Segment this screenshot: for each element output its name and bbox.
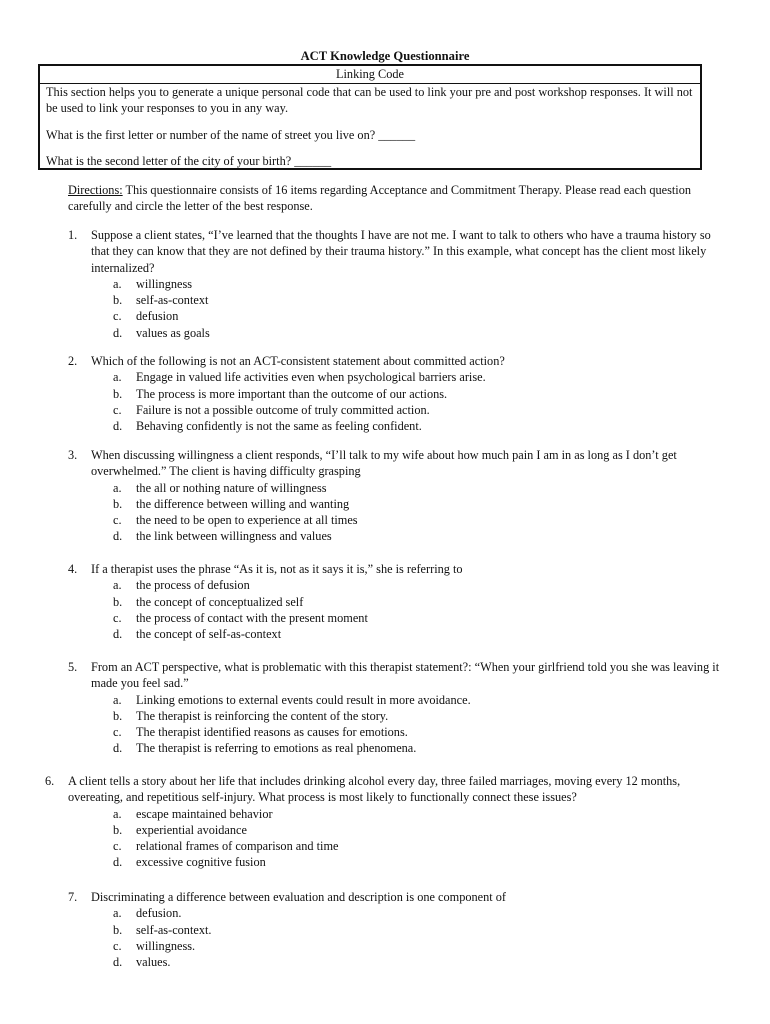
question-number: 2. (68, 354, 78, 368)
question-stem: Which of the following is not an ACT-consistent statement about committed action? (91, 354, 505, 368)
option-a[interactable] (45, 806, 730, 822)
answer-options (68, 480, 728, 545)
option-d[interactable] (68, 740, 728, 756)
option-c[interactable] (68, 610, 728, 626)
option-d[interactable] (68, 626, 728, 642)
option-text: the concept of conceptualized self (136, 594, 304, 609)
option-b[interactable] (68, 386, 728, 402)
option-a[interactable] (68, 905, 728, 921)
linking-code-header: Linking Code (40, 66, 700, 84)
question-number: 3. (68, 448, 78, 462)
question-number: 6. (45, 774, 55, 788)
linking-code-box (38, 64, 702, 170)
option-b[interactable] (68, 708, 728, 724)
option-d[interactable] (68, 325, 728, 341)
answer-options (68, 905, 728, 970)
option-letter: d. (113, 529, 123, 544)
option-text: escape maintained behavior (136, 806, 273, 821)
option-letter: b. (113, 496, 123, 511)
option-letter: c. (113, 839, 122, 854)
linking-code-intro: This section helps you to generate a unique personal code that can be used to link your pre and post workshop responses. It will not be used to link your responses to you in any way. (46, 85, 693, 116)
question-number: 7. (68, 890, 78, 904)
option-a[interactable] (68, 276, 728, 292)
linking-code-body (40, 84, 700, 169)
option-letter: c. (113, 513, 122, 528)
option-d[interactable] (68, 528, 728, 544)
city-letter-question[interactable]: What is the second letter of the city of your birth? ______ (46, 153, 332, 168)
option-text: Failure is not a possible outcome of truly committed action. (136, 402, 430, 417)
option-d[interactable] (68, 418, 728, 434)
question-number: 1. (68, 228, 78, 242)
option-text: experiential avoidance (136, 822, 247, 837)
option-text: the process of defusion (136, 578, 250, 593)
option-letter: d. (113, 741, 123, 756)
question-5 (68, 659, 728, 757)
option-text: willingness (136, 276, 193, 291)
question-stem: A client tells a story about her life that includes drinking alcohol every day, three failed marriages, moving every 12 months, overeating, and repetitious self-injury. What process is most likely to functionally connect these issues? (68, 774, 681, 805)
option-letter: b. (113, 594, 123, 609)
answer-options (68, 369, 728, 434)
directions-label: Directions: (68, 183, 123, 197)
option-b[interactable] (45, 822, 730, 838)
option-text: the link between willingness and values (136, 529, 332, 544)
question-stem: When discussing willingness a client responds, “I’ll talk to my wife about how much pain I am in as long as I don’t get overwhelmed.” The client is having difficulty grasping (91, 448, 677, 479)
question-3 (68, 447, 728, 545)
question-2 (68, 353, 728, 434)
option-letter: d. (113, 855, 123, 870)
option-letter: b. (113, 293, 123, 308)
option-a[interactable] (68, 577, 728, 593)
option-a[interactable] (68, 369, 728, 385)
option-text: the difference between willing and wanting (136, 496, 350, 511)
option-b[interactable] (68, 496, 728, 512)
question-number: 4. (68, 562, 78, 576)
option-b[interactable] (68, 922, 728, 938)
question-stem: From an ACT perspective, what is problematic with this therapist statement?: “When your girlfriend told you she was leaving it made you feel sad.” (91, 660, 720, 691)
option-d[interactable] (68, 954, 728, 970)
option-c[interactable] (68, 938, 728, 954)
option-c[interactable] (68, 402, 728, 418)
directions (68, 182, 728, 215)
option-text: the all or nothing nature of willingness (136, 480, 327, 495)
street-letter-question[interactable]: What is the first letter or number of the name of street you live on? ______ (46, 127, 416, 142)
option-letter: a. (113, 480, 122, 495)
option-letter: a. (113, 276, 122, 291)
answer-options (68, 276, 728, 341)
option-text: values as goals (136, 325, 210, 340)
option-letter: a. (113, 906, 122, 921)
question-number: 5. (68, 660, 78, 674)
option-text: Engage in valued life activities even when psychological barriers arise. (136, 370, 486, 385)
option-text: The process is more important than the outcome of our actions. (136, 386, 448, 401)
option-text: The therapist is reinforcing the content of the story. (136, 708, 389, 723)
option-text: the need to be open to experience at all times (136, 513, 358, 528)
option-text: the process of contact with the present moment (136, 610, 368, 625)
option-text: defusion (136, 309, 179, 324)
option-letter: c. (113, 610, 122, 625)
option-text: self-as-context. (136, 922, 212, 937)
option-letter: b. (113, 708, 123, 723)
option-letter: b. (113, 386, 123, 401)
answer-options (68, 692, 728, 757)
option-letter: a. (113, 578, 122, 593)
option-c[interactable] (68, 308, 728, 324)
question-6 (45, 773, 730, 871)
option-d[interactable] (45, 854, 730, 870)
option-text: Behaving confidently is not the same as feeling confident. (136, 419, 422, 434)
question-4 (68, 561, 728, 642)
option-letter: c. (113, 725, 122, 740)
option-letter: d. (113, 955, 123, 970)
option-text: self-as-context (136, 293, 209, 308)
option-c[interactable] (68, 724, 728, 740)
question-stem: If a therapist uses the phrase “As it is, not as it says it is,” she is referring to (91, 562, 463, 576)
option-letter: b. (113, 922, 123, 937)
answer-options (45, 806, 730, 871)
document-title: ACT Knowledge Questionnaire (300, 49, 470, 63)
question-stem: Suppose a client states, “I’ve learned that the thoughts I have are not me. I want to talk to others who have a trauma history so that they can know that they are not defined by their trauma history.” In this example, what concept has the client most likely internalized? (91, 228, 711, 275)
option-letter: c. (113, 402, 122, 417)
option-letter: b. (113, 822, 123, 837)
option-text: the concept of self-as-context (136, 627, 282, 642)
option-text: defusion. (136, 906, 182, 921)
question-1 (68, 227, 728, 341)
option-letter: d. (113, 325, 123, 340)
answer-options (68, 577, 728, 642)
option-text: relational frames of comparison and time (136, 839, 339, 854)
option-a[interactable] (68, 480, 728, 496)
option-text: The therapist is referring to emotions as real phenomena. (136, 741, 417, 756)
option-c[interactable] (68, 512, 728, 528)
option-text: values. (136, 955, 171, 970)
option-letter: c. (113, 309, 122, 324)
directions-text: This questionnaire consists of 16 items regarding Acceptance and Commitment Therapy. Please read each question carefully and circle the letter of the best response. (68, 183, 691, 214)
option-text: excessive cognitive fusion (136, 855, 266, 870)
option-b[interactable] (68, 594, 728, 610)
option-text: The therapist identified reasons as causes for emotions. (136, 725, 408, 740)
option-letter: d. (113, 419, 123, 434)
option-text: Linking emotions to external events could result in more avoidance. (136, 692, 471, 707)
option-letter: d. (113, 627, 123, 642)
option-a[interactable] (68, 692, 728, 708)
question-7 (68, 889, 728, 970)
option-letter: a. (113, 370, 122, 385)
option-c[interactable] (45, 838, 730, 854)
option-text: willingness. (136, 938, 196, 953)
option-b[interactable] (68, 292, 728, 308)
question-stem: Discriminating a difference between evaluation and description is one component of (91, 890, 506, 904)
option-letter: a. (113, 692, 122, 707)
option-letter: a. (113, 806, 122, 821)
option-letter: c. (113, 938, 122, 953)
